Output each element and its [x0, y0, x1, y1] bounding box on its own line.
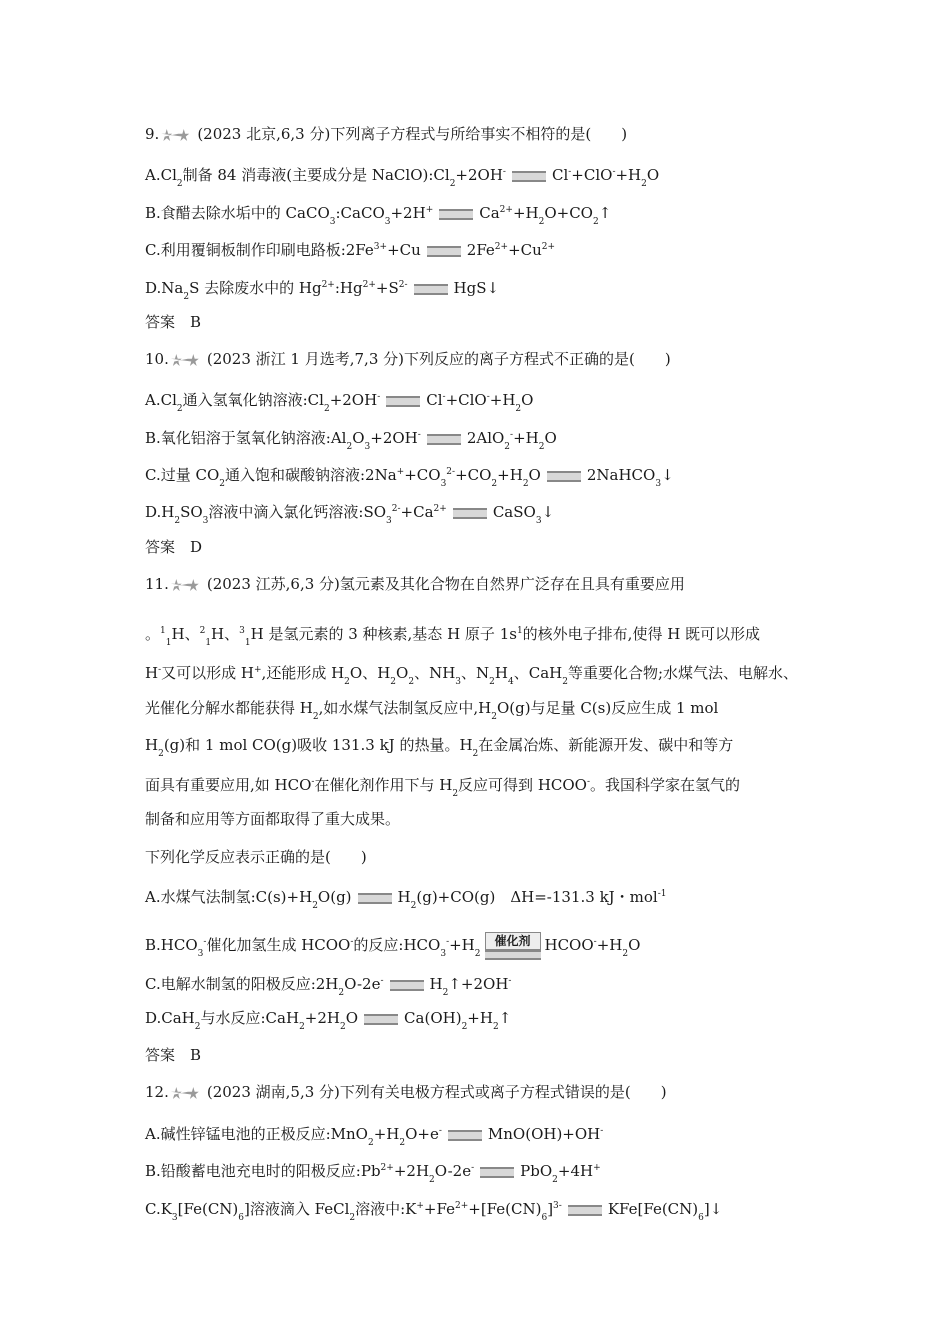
- difficulty-stars-icon: [161, 129, 195, 141]
- q11-passage-line-3: 光催化分解水都能获得 $H_2$,如水煤气法制氢反应中$,H_2O(g)$与足量 C(s)反应生成 1 mol: [145, 699, 719, 722]
- q11-answer: 答案 B: [145, 1046, 202, 1064]
- difficulty-stars-icon: [171, 1087, 205, 1099]
- q11-passage-line-1: 。$^1_1$H、$^2_1$H、$^3_1$H 是氢元素的 3 种核素,基态 H 原子 $1s^1$的核外电子排布,使得 H 既可以形成: [145, 625, 761, 648]
- q11-passage-line-5: 面具有重要应用,如 HCO-在催化剂作用下与 $H_2$反应可得到 HCOO-。我国科学家在氢气的: [145, 776, 741, 799]
- q9-option-d: $D.Na_2S$ 去除废水中的 $Hg^{2+}:Hg^{2+}+S^{2-}$ HgS↓: [145, 279, 500, 302]
- q10-answer: 答案 D: [145, 538, 203, 556]
- q11-stem: 下列化学反应表示正确的是( ): [145, 848, 367, 866]
- q9-option-a: $A.Cl_2$制备 84 消毒液(主要成分是 $NaClO):Cl_2+2OH^-$ $Cl^-+ClO^-+H_2O$: [145, 166, 660, 189]
- q12-header: 12. (2023 湖南,5,3 分)下列有关电极方程式或离子方程式错误的是( ): [145, 1083, 667, 1101]
- q10-option-d: $D.H_2SO_3$溶液中滴入氯化钙溶液$:SO_3^{2-}+Ca^{2+}$ CaSO$_3$↓: [145, 503, 555, 526]
- q11-option-d: D.CaH$_2$与水反应$:CaH_2+2H_2O$ $Ca(OH)_2+H_2↑$: [145, 1009, 512, 1032]
- equals-sign-icon: [364, 1014, 398, 1025]
- catalyst-equals-sign: [485, 932, 541, 960]
- equals-sign-icon: [568, 1205, 602, 1216]
- q9-option-b: B.食醋去除水垢中的 CaCO$_3$:CaCO$_3$+2H+ $Ca^{2+}+H_2O+CO_2↑$: [145, 204, 612, 227]
- q10-option-a: $A.Cl_2$通入氢氧化钠溶液$:Cl_2+2OH^-$ $Cl^-+ClO^-+H_2O$: [145, 391, 534, 414]
- q11-header: 11. (2023 江苏,6,3 分)氢元素及其化合物在自然界广泛存在且具有重要应用: [145, 575, 685, 593]
- q11-passage-line-6: 制备和应用等方面都取得了重大成果。: [145, 810, 401, 828]
- q11-option-a: A.水煤气法制氢$:C(s)+H_2O(g)$ $H_2(g)+CO(g)$ ΔH=-131.3 kJ・mol$^{-1}$: [145, 888, 667, 911]
- q12-option-b: B.铅酸蓄电池充电时的阳极反应$:Pb^{2+}+2H_2O-2e^-$ PbO$_2$+4H+: [145, 1162, 601, 1185]
- equals-sign-icon: [427, 246, 461, 257]
- equals-sign-icon: [439, 209, 473, 220]
- equals-sign-icon: [547, 471, 581, 482]
- q12-option-c: $C.K_3[Fe(CN)_6]$溶液滴入 FeCl$_2$溶液中$:K^++Fe^{2+}+[Fe(CN)_6]^{3-}$ $KFe[Fe(CN)_6]↓$: [145, 1200, 723, 1223]
- equals-sign-icon: [414, 284, 448, 295]
- equals-sign-icon: [386, 396, 420, 407]
- difficulty-stars-icon: [171, 354, 205, 366]
- equals-sign-icon: [358, 893, 392, 904]
- equals-sign-icon: [427, 434, 461, 445]
- q11-option-c: C.电解水制氢的阳极反应$:2H_2O-2e^-$ $H_2↑+2OH^-$: [145, 975, 512, 998]
- q12-option-a: A.碱性锌锰电池的正极反应$:MnO_2+H_2O+e^-$ MnO(OH)+OH-: [145, 1125, 604, 1148]
- equals-sign-icon: [453, 508, 487, 519]
- q10-header: 10. (2023 浙江 1 月选考,7,3 分)下列反应的离子方程式不正确的是( ): [145, 350, 671, 368]
- q11-passage-line-4: $H_2(g)$和 1 mol CO(g)吸收 131.3 kJ 的热量。$H_2$在金属冶炼、新能源开发、碳中和等方: [145, 736, 734, 759]
- q9-header: 9. (2023 北京,6,3 分)下列离子方程式与所给事实不相符的是( ): [145, 125, 628, 143]
- catalyst-label: 催化剂: [485, 932, 541, 950]
- equals-sign-icon: [390, 980, 424, 991]
- equals-sign-icon: [448, 1130, 482, 1141]
- equals-sign-icon: [512, 171, 546, 182]
- q11-option-b: $B.HCO_3^-$催化加氢生成 HCOO-的反应$:HCO_3^-+H_2$ 催化剂 $HCOO^-+H_2O$: [145, 934, 641, 959]
- q9-answer: 答案 B: [145, 313, 202, 331]
- q11-passage-line-2: H-又可以形成 H+,还能形成 $H_2O$、$H_2O_2$、$NH_3$、$N_2H_4$、CaH$_2$等重要化合物;水煤气法、电解水、: [145, 664, 799, 687]
- equals-sign-icon: [480, 1167, 514, 1178]
- difficulty-stars-icon: [171, 579, 205, 591]
- q10-option-b: B.氧化铝溶于氢氧化钠溶液$:Al_2O_3+2OH^-$ $2AlO_2^-+H_2O$: [145, 429, 557, 452]
- q9-option-c: C.利用覆铜板制作印刷电路板$:2Fe^{3+}+Cu$ $2Fe^{2+}+Cu^{2+}$: [145, 241, 556, 259]
- q10-option-c: C.过量 $CO_2$通入饱和碳酸钠溶液$:2Na^++CO_3^{2-}+CO_2+H_2O$ 2NaHCO$_3$↓: [145, 466, 674, 489]
